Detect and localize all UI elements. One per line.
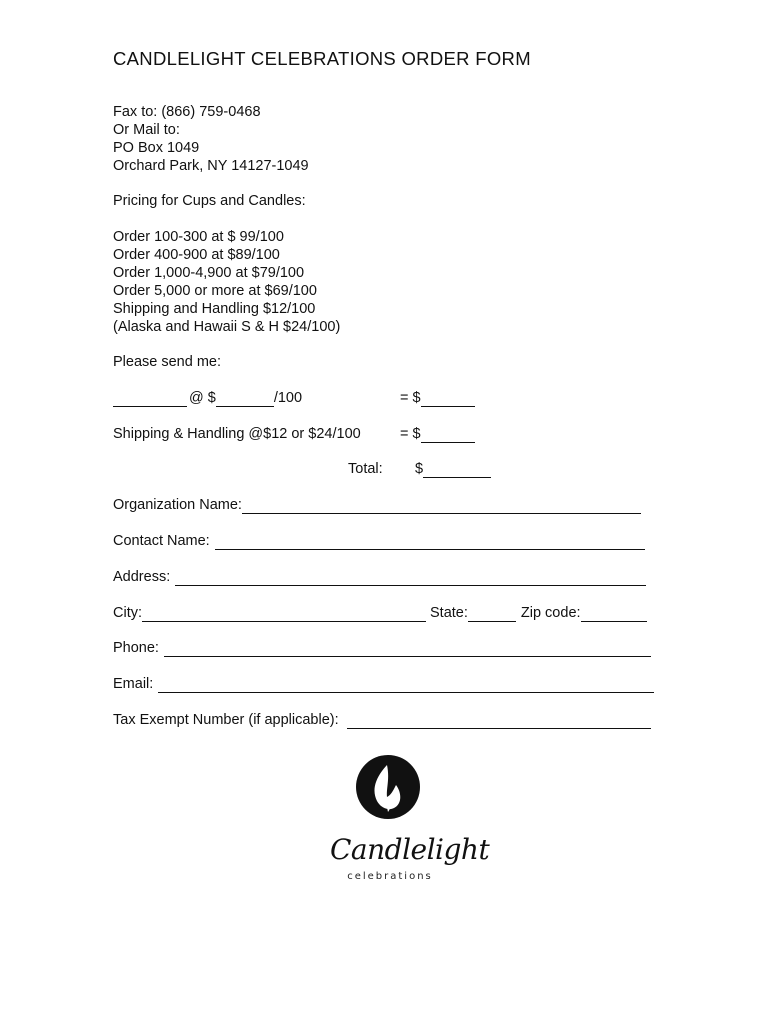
candlelight-logo [330, 755, 490, 895]
organization-label: Organization Name: [113, 497, 242, 513]
flame-icon [330, 755, 450, 833]
state-input[interactable] [468, 607, 516, 622]
total-blank[interactable] [423, 463, 491, 478]
price-line: Shipping and Handling $12/100 [113, 301, 316, 317]
shipping-blank[interactable] [421, 428, 475, 443]
city-label: City: [113, 605, 142, 621]
city-input[interactable] [142, 607, 426, 622]
phone-field [113, 639, 651, 657]
total-label: Total: [348, 461, 383, 477]
city-state-zip-field [113, 604, 647, 622]
email-input[interactable] [158, 678, 654, 693]
email-field [113, 675, 654, 693]
price-line: (Alaska and Hawaii S & H $24/100) [113, 319, 341, 335]
state-label: State: [430, 605, 468, 621]
price-line: Order 5,000 or more at $69/100 [113, 283, 317, 299]
city-state-zip-line: Orchard Park, NY 14127-1049 [113, 158, 309, 174]
logo-subtitle: celebrations [347, 871, 433, 882]
shipping-amount-row [400, 425, 475, 443]
organization-field [113, 496, 641, 514]
mail-line: Or Mail to: [113, 122, 180, 138]
price-line: Order 1,000-4,900 at $79/100 [113, 265, 305, 281]
address-field [113, 568, 646, 586]
contact-field [113, 532, 645, 550]
at-price-label: @ $ [189, 390, 216, 406]
phone-input[interactable] [164, 642, 651, 657]
total-amount-row [415, 460, 491, 478]
quantity-blank[interactable] [113, 392, 187, 407]
organization-input[interactable] [242, 499, 641, 514]
email-label: Email: [113, 676, 154, 692]
zip-input[interactable] [581, 607, 647, 622]
tax-exempt-label: Tax Exempt Number (if applicable): [113, 712, 339, 728]
address-label: Address: [113, 569, 171, 585]
subtotal-blank[interactable] [421, 392, 475, 407]
form-title: CANDLELIGHT CELEBRATIONS ORDER FORM [113, 48, 531, 69]
tax-exempt-input[interactable] [347, 714, 651, 729]
price-line: Order 100-300 at $ 99/100 [113, 229, 284, 245]
subtotal-row [400, 389, 475, 407]
contact-label: Contact Name: [113, 533, 210, 549]
fax-line: Fax to: (866) 759-0468 [113, 104, 261, 120]
equals-label: = $ [400, 426, 421, 442]
contact-input[interactable] [215, 535, 645, 550]
shipping-label: Shipping & Handling @$12 or $24/100 [113, 426, 361, 442]
quantity-row [113, 389, 302, 407]
price-blank[interactable] [216, 392, 274, 407]
phone-label: Phone: [113, 640, 159, 656]
zip-label: Zip code: [520, 605, 581, 621]
tax-exempt-field [113, 711, 651, 729]
logo-script-text: Candlelight [330, 833, 490, 866]
please-send-text: Please send me: [113, 354, 222, 370]
price-line: Order 400-900 at $89/100 [113, 247, 280, 263]
pobox-line: PO Box 1049 [113, 140, 200, 156]
pricing-heading: Pricing for Cups and Candles: [113, 193, 306, 209]
per-hundred-label: /100 [273, 390, 303, 406]
equals-label: = $ [400, 390, 421, 406]
address-input[interactable] [175, 571, 646, 586]
total-dollar: $ [415, 461, 424, 477]
